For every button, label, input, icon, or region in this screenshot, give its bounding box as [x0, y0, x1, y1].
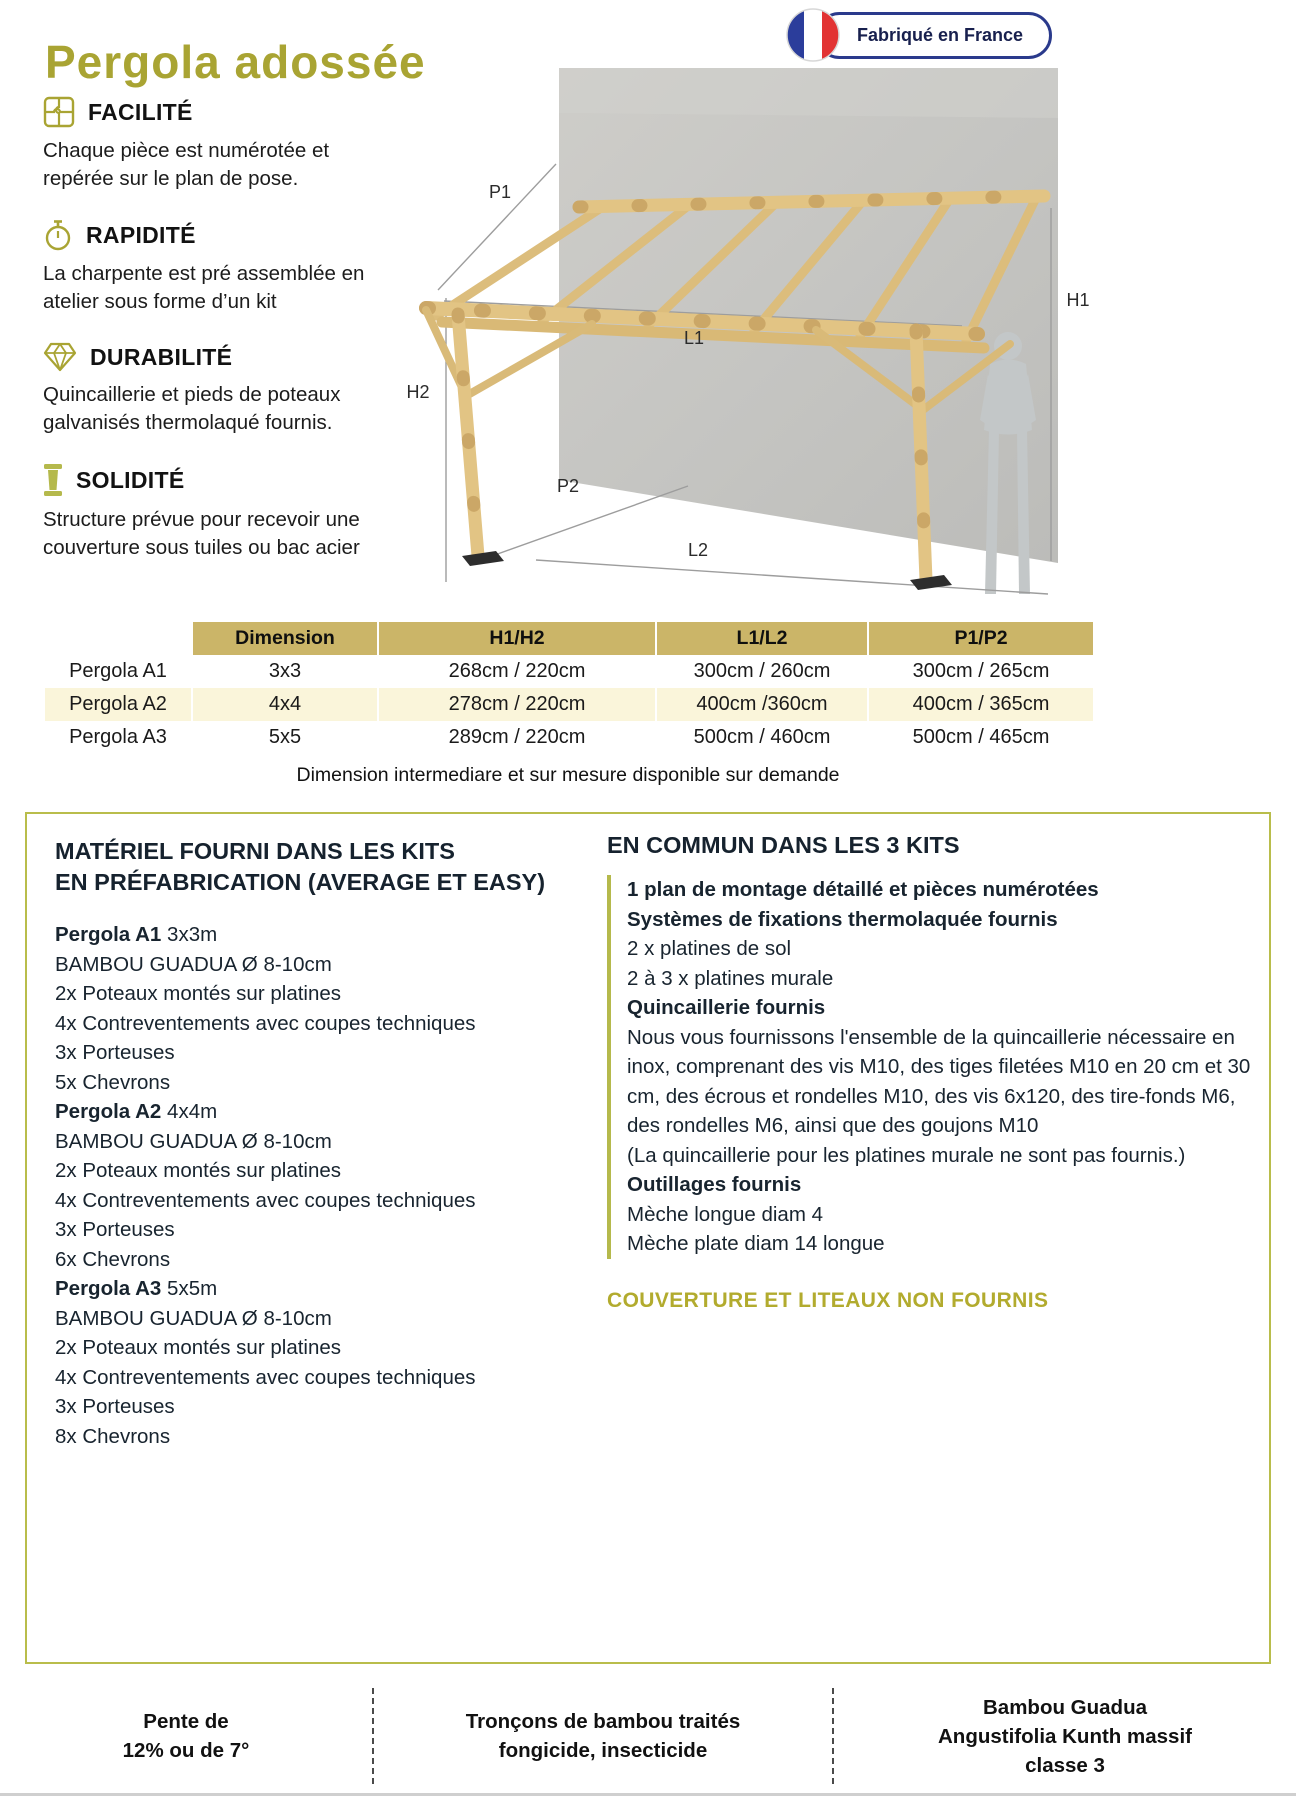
footer-cell-pente: Pente de 12% ou de 7°: [122, 1710, 250, 1762]
list-item: Pergola A1 3x3m: [55, 923, 218, 946]
kits-right-list: [607, 875, 1265, 1259]
col-header-h1h2: H1/H2: [379, 622, 655, 655]
base-plate: [462, 551, 504, 566]
list-item: Pergola A2 4x4m: [55, 1100, 218, 1123]
row-name: Pergola A3: [69, 726, 167, 748]
feature-list: [43, 96, 395, 588]
cell-p1p2: 300cm / 265cm: [912, 660, 1050, 682]
table-note: Dimension intermediare et sur mesure disponible sur demande: [296, 764, 840, 786]
col-header-l1l2: L1/L2: [657, 622, 867, 655]
table-row: [45, 688, 1091, 721]
list-item: 3x Porteuses: [55, 1395, 175, 1418]
diamond-icon: [43, 342, 77, 372]
list-item: 3x Porteuses: [55, 1218, 175, 1241]
feature-title: RAPIDITÉ: [86, 221, 196, 248]
dimension-table: [45, 622, 1091, 787]
feature-title: DURABILITÉ: [90, 343, 233, 370]
dim-label-p2: P2: [556, 476, 580, 496]
list-item: Quincaillerie fournis: [627, 996, 826, 1019]
table-header-row: [45, 622, 1091, 655]
couverture-note: COUVERTURE ET LITEAUX NON FOURNIS: [607, 1288, 1049, 1312]
cell-h1h2: 289cm / 220cm: [448, 726, 586, 748]
list-item: 5x Chevrons: [55, 1070, 171, 1094]
list-item: Nous vous fournissons l'ensemble de la quincaillerie nécessaire en inox, comprenant des vis M10, des tiges filetées M10 en 20 cm et 30 cm, des écrous et rondelles M10, des vis 6x120, des tire-fonds M6, des rondelles M6, ainsi que des goujons M10: [627, 1025, 1251, 1137]
list-item: 2 x platines de sol: [627, 937, 792, 960]
kits-right-column: [607, 832, 1265, 1313]
feature-solidite: [43, 463, 395, 562]
list-item: 4x Contreventements avec coupes techniques: [55, 1365, 476, 1389]
cell-l1l2: 400cm /360cm: [657, 688, 867, 721]
feature-title: SOLIDITÉ: [76, 466, 185, 493]
dim-label-l2: L2: [687, 540, 709, 560]
cell-p1p2: 400cm / 365cm: [869, 688, 1093, 721]
feature-durabilite: [43, 342, 395, 437]
list-item: Systèmes de fixations thermolaquée fournis: [627, 907, 1058, 931]
kits-right-title: EN COMMUN DANS LES 3 KITS: [607, 832, 960, 858]
feature-facilite: [43, 96, 395, 193]
list-item: 2x Poteaux montés sur platines: [55, 1336, 342, 1359]
list-item: Outillages fournis: [627, 1173, 802, 1196]
list-item: 4x Contreventements avec coupes techniques: [55, 1188, 476, 1212]
row-name: Pergola A2: [45, 688, 191, 721]
feature-title: FACILITÉ: [88, 98, 193, 125]
feature-text: La charpente est pré assemblée en atelier sous forme d’un kit: [43, 262, 365, 313]
cell-l1l2: 500cm / 460cm: [693, 726, 831, 748]
cell-h1h2: 268cm / 220cm: [448, 660, 586, 682]
list-item: Pergola A3 5x5m: [55, 1277, 218, 1300]
kits-box: [25, 812, 1271, 1664]
col-header-dimension: Dimension: [193, 622, 377, 655]
feature-text: Chaque pièce est numérotée et repérée sur le plan de pose.: [43, 139, 330, 190]
cell-h1h2: 278cm / 220cm: [379, 688, 655, 721]
kits-left-column: [55, 836, 567, 1451]
kits-left-title: MATÉRIEL FOURNI DANS LES KITS EN PRÉFABRICATION (AVERAGE ET EASY): [55, 838, 546, 895]
list-item: (La quincaillerie pour les platines murale ne sont pas fournis.): [627, 1143, 1186, 1167]
footer-cell-traitement: Tronçons de bambou traités fongicide, insecticide: [372, 1688, 834, 1784]
cell-dimension: 4x4: [193, 688, 377, 721]
made-in-france-badge: [786, 8, 1052, 62]
row-name: Pergola A1: [69, 660, 167, 682]
list-item: 1 plan de montage détaillé et pièces numérotées: [627, 878, 1099, 901]
list-item: Mèche plate diam 14 longue: [627, 1232, 885, 1255]
footer: [0, 1688, 1296, 1784]
cell-p1p2: 500cm / 465cm: [912, 726, 1050, 748]
table-row: [45, 721, 1091, 754]
page-title: Pergola adossée: [45, 35, 426, 88]
feature-rapidite: [43, 219, 395, 316]
feature-text: Quincaillerie et pieds de poteaux galvanisés thermolaqué fournis.: [43, 383, 341, 434]
footer-cell-bambou: Bambou Guadua Angustifolia Kunth massif classe 3: [938, 1695, 1192, 1777]
dim-label-h1: H1: [1066, 290, 1090, 310]
list-item: BAMBOU GUADUA Ø 8-10cm: [55, 1129, 332, 1153]
france-flag-icon: [786, 8, 840, 62]
stopwatch-icon: [43, 219, 73, 251]
feature-text: Structure prévue pour recevoir une couverture sous tuiles ou bac acier: [43, 508, 360, 559]
col-header-p1p2: P1/P2: [869, 622, 1093, 655]
dim-label-h2: H2: [406, 382, 430, 402]
list-item: 2x Poteaux montés sur platines: [55, 1159, 342, 1182]
kits-left-list: [55, 920, 567, 1451]
dim-label-l1: L1: [683, 328, 705, 348]
cell-dimension: 3x3: [268, 660, 302, 682]
list-item: 3x Porteuses: [55, 1041, 175, 1064]
puzzle-icon: [43, 96, 75, 128]
list-item: 2 à 3 x platines murale: [627, 966, 834, 990]
badge-label: Fabriqué en France: [816, 12, 1052, 59]
list-item: 8x Chevrons: [55, 1424, 171, 1448]
list-item: 4x Contreventements avec coupes techniques: [55, 1011, 476, 1035]
page-bottom-divider: [0, 1793, 1296, 1796]
list-item: 2x Poteaux montés sur platines: [55, 982, 342, 1005]
dim-label-p1: P1: [488, 182, 512, 202]
list-item: BAMBOU GUADUA Ø 8-10cm: [55, 1306, 332, 1330]
list-item: Mèche longue diam 4: [627, 1202, 824, 1226]
table-row: [45, 655, 1091, 688]
cell-l1l2: 300cm / 260cm: [693, 660, 831, 682]
pergola-diagram: [396, 58, 1100, 620]
list-item: BAMBOU GUADUA Ø 8-10cm: [55, 952, 332, 976]
list-item: 6x Chevrons: [55, 1247, 171, 1271]
cell-dimension: 5x5: [268, 726, 302, 748]
column-icon: [43, 463, 63, 497]
